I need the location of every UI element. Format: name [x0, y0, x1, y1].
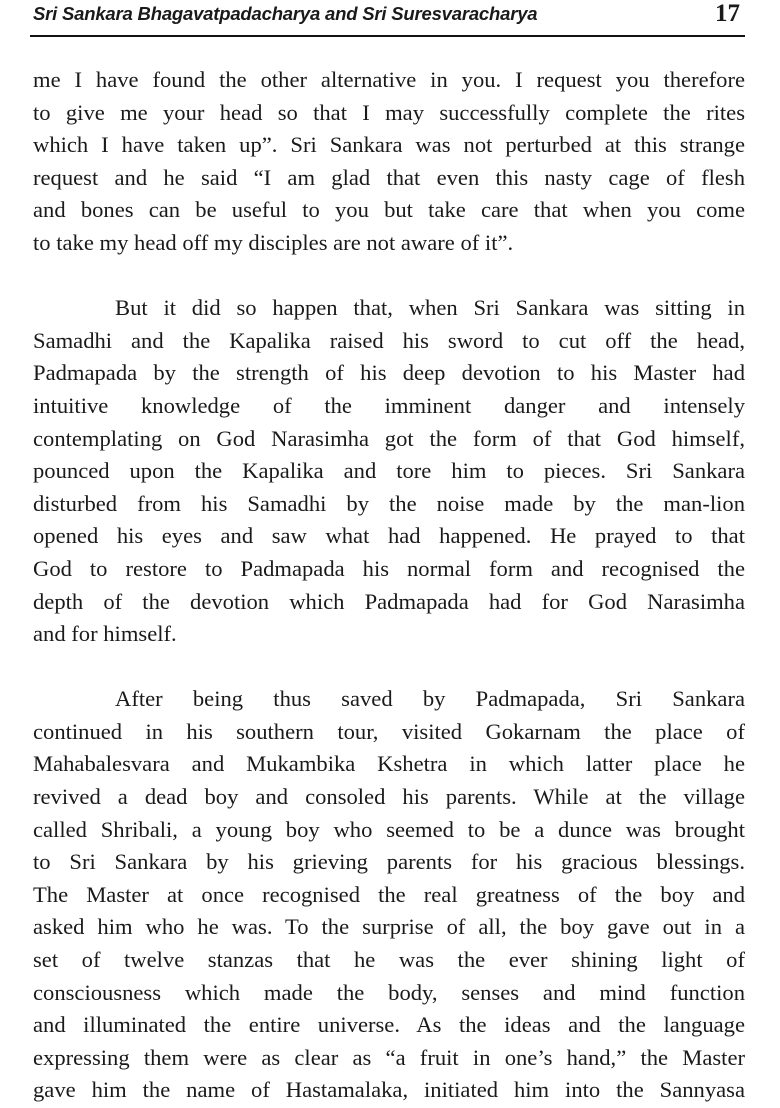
- text-line: Mahabalesvara and Mukambika Kshetra in which latter place he: [33, 751, 745, 777]
- text-line: and for himself.: [33, 621, 177, 647]
- text-line: Padmapada by the strength of his deep devotion to his Master had: [33, 360, 745, 386]
- text-line: depth of the devotion which Padmapada had for God Narasimha: [33, 588, 745, 614]
- text-line: disturbed from his Samadhi by the noise made by the man-lion: [33, 490, 745, 516]
- text-line: request and he said “I am glad that even this nasty cage of flesh: [33, 164, 745, 190]
- running-title: Sri Sankara Bhagavatpadacharya and Sri Suresvaracharya: [33, 3, 538, 24]
- text-line: consciousness which made the body, senses and mind function: [33, 979, 745, 1005]
- text-line: But it did so happen that, when Sri Sankara was sitting in: [115, 295, 745, 321]
- text-line: and illuminated the entire universe. As the ideas and the language: [33, 1012, 745, 1038]
- text-line: and bones can be useful to you but take care that when you come: [33, 197, 745, 223]
- text-line: pounced upon the Kapalika and tore him to pieces. Sri Sankara: [33, 458, 745, 484]
- text-line: to give me your head so that I may successfully complete the rites: [33, 99, 745, 125]
- text-line: called Shribali, a young boy who seemed to be a dunce was brought: [33, 816, 745, 842]
- text-line: God to restore to Padmapada his normal form and recognised the: [33, 555, 745, 581]
- text-line: which I have taken up”. Sri Sankara was not perturbed at this strange: [33, 132, 745, 158]
- text-line: Samadhi and the Kapalika raised his sword to cut off the head,: [33, 327, 745, 353]
- text-line: expressing them were as clear as “a fruit in one’s hand,” the Master: [33, 1044, 745, 1070]
- text-line: to Sri Sankara by his grieving parents for his gracious blessings.: [33, 849, 745, 875]
- paragraph-gap: [33, 260, 745, 293]
- text-line: intuitive knowledge of the imminent danger and intensely: [33, 392, 745, 418]
- paragraph: [33, 683, 745, 1107]
- text-line: continued in his southern tour, visited Gokarnam the place of: [33, 718, 745, 744]
- text-line: to take my head off my disciples are not aware of it”.: [33, 229, 514, 255]
- page-body: [33, 64, 745, 1107]
- text-line: me I have found the other alternative in you. I request you therefore: [33, 67, 745, 92]
- paragraph-gap: [33, 651, 745, 684]
- text-line: gave him the name of Hastamalaka, initiated him into the Sannyasa: [33, 1077, 745, 1103]
- text-line: The Master at once recognised the real greatness of the boy and: [33, 881, 745, 907]
- header-rule: [30, 35, 745, 37]
- paragraph: [33, 292, 745, 651]
- text-line: revived a dead boy and consoled his parents. While at the village: [33, 784, 745, 810]
- paragraph: [33, 64, 745, 260]
- page-number: 17: [715, 0, 740, 27]
- text-line: set of twelve stanzas that he was the ever shining light of: [33, 947, 745, 973]
- text-line: opened his eyes and saw what had happened. He prayed to that: [33, 523, 745, 549]
- text-line: After being thus saved by Padmapada, Sri Sankara: [115, 686, 745, 712]
- text-line: contemplating on God Narasimha got the form of that God himself,: [33, 425, 745, 451]
- text-line: asked him who he was. To the surprise of all, the boy gave out in a: [33, 914, 745, 940]
